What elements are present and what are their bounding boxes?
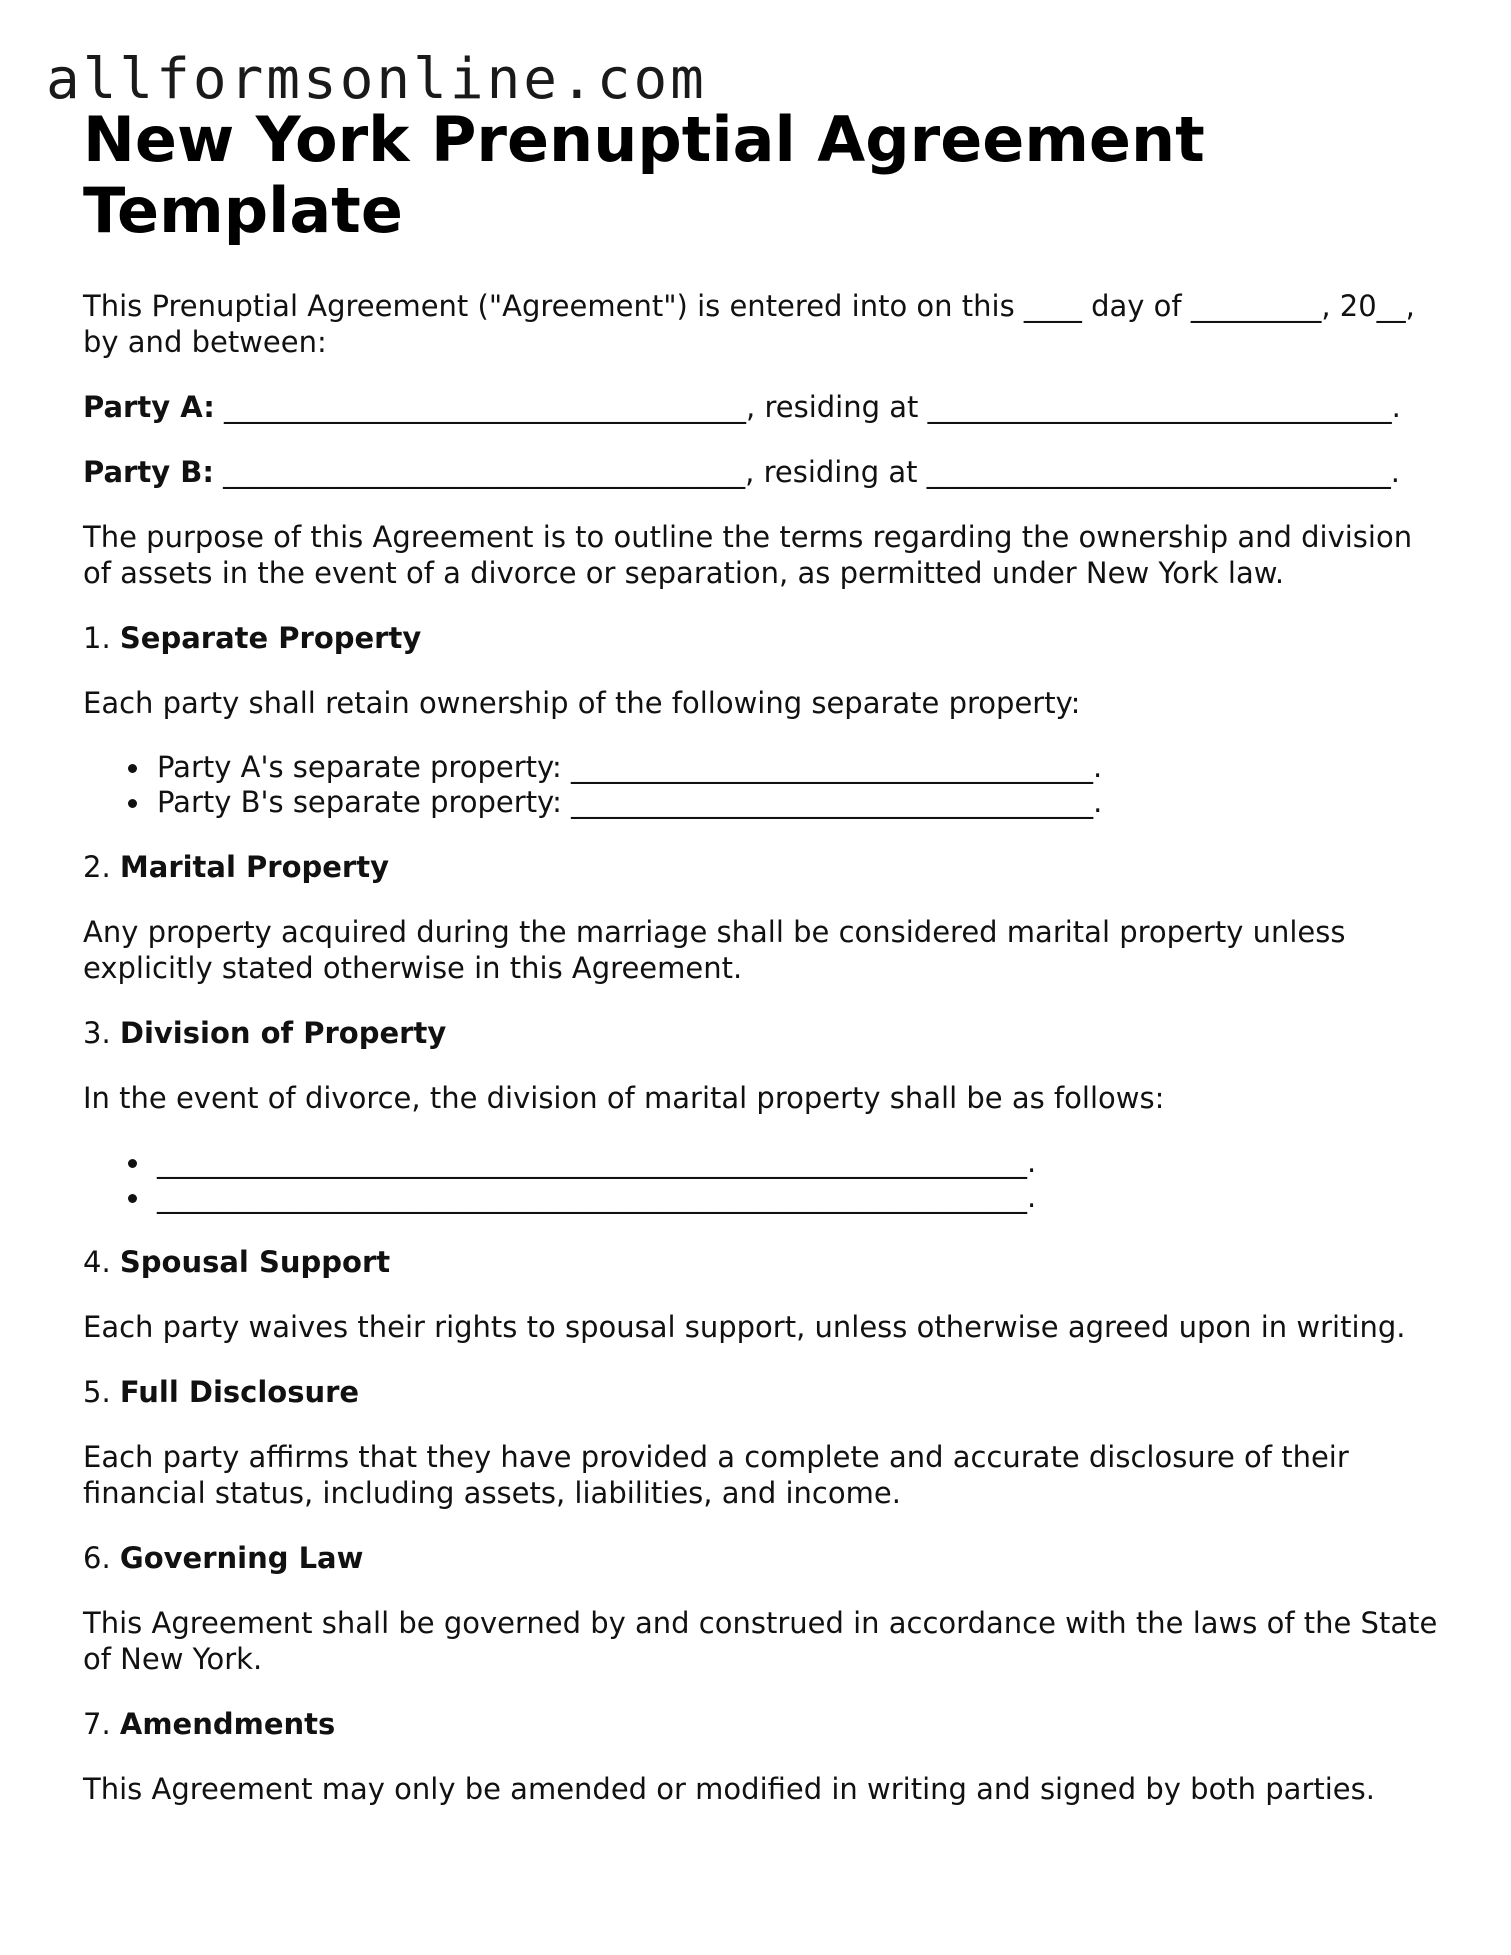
section-number: 5. (83, 1375, 111, 1409)
section-1-body: Each party shall retain ownership of the following separate property: (83, 686, 1081, 720)
section-title: Division of Property (119, 1016, 447, 1050)
list-item: ____________________________________________________________. (157, 1145, 1443, 1180)
section-4-body: Each party waives their rights to spousal support, unless otherwise agreed upon in writing. (83, 1310, 1406, 1344)
party-a-blanks: ____________________________________, residing at ________________________________. (214, 390, 1401, 424)
section-2-heading (83, 849, 1443, 885)
division-list (83, 1145, 1443, 1215)
party-b-label: Party B: (83, 455, 214, 489)
list-item: Party B's separate property: ____________________________________. (157, 785, 1443, 820)
section-1-heading (83, 620, 1443, 656)
party-b-line (83, 454, 1443, 490)
section-title: Marital Property (119, 850, 390, 884)
section-title: Separate Property (119, 621, 422, 655)
section-5-body: Each party affirms that they have provided a complete and accurate disclosure of their financial status, including assets, liabilities, and income. (83, 1440, 1358, 1510)
list-item: Party A's separate property: ____________________________________. (157, 750, 1443, 785)
party-a-line (83, 389, 1443, 425)
intro-paragraph: This Prenuptial Agreement ("Agreement") is entered into on this ____ day of _________, 20__, by and between: (83, 289, 1425, 359)
section-6-body: This Agreement shall be governed by and construed in accordance with the laws of the State of New York. (83, 1606, 1447, 1676)
site-watermark: allformsonline.com (46, 47, 707, 112)
section-number: 6. (83, 1541, 111, 1575)
section-2-body: Any property acquired during the marriage shall be considered marital property unless explicitly stated otherwise in this Agreement. (83, 915, 1355, 985)
purpose-paragraph: The purpose of this Agreement is to outline the terms regarding the ownership and division of assets in the event of a divorce or separation, as permitted under New York law. (83, 520, 1422, 590)
section-number: 7. (83, 1707, 111, 1741)
party-a-label: Party A: (83, 390, 215, 424)
section-7-body: This Agreement may only be amended or modified in writing and signed by both parties. (83, 1772, 1375, 1806)
section-title: Spousal Support (119, 1245, 391, 1279)
section-title: Governing Law (119, 1541, 364, 1575)
section-number: 3. (83, 1016, 111, 1050)
section-4-heading (83, 1244, 1443, 1280)
section-6-heading (83, 1540, 1443, 1576)
section-7-heading (83, 1706, 1443, 1742)
document-title: New York Prenuptial Agreement Template (83, 103, 1205, 247)
section-number: 1. (83, 621, 111, 655)
section-title: Full Disclosure (119, 1375, 360, 1409)
section-number: 2. (83, 850, 111, 884)
separate-property-list (83, 750, 1443, 820)
section-3-body: In the event of divorce, the division of marital property shall be as follows: (83, 1081, 1165, 1115)
document-body (83, 103, 1447, 1807)
party-b-blanks: ____________________________________, residing at ________________________________. (213, 455, 1400, 489)
section-3-heading (83, 1015, 1443, 1051)
section-number: 4. (83, 1245, 111, 1279)
section-5-heading (83, 1374, 1443, 1410)
list-item: ____________________________________________________________. (157, 1180, 1443, 1215)
section-title: Amendments (119, 1707, 336, 1741)
